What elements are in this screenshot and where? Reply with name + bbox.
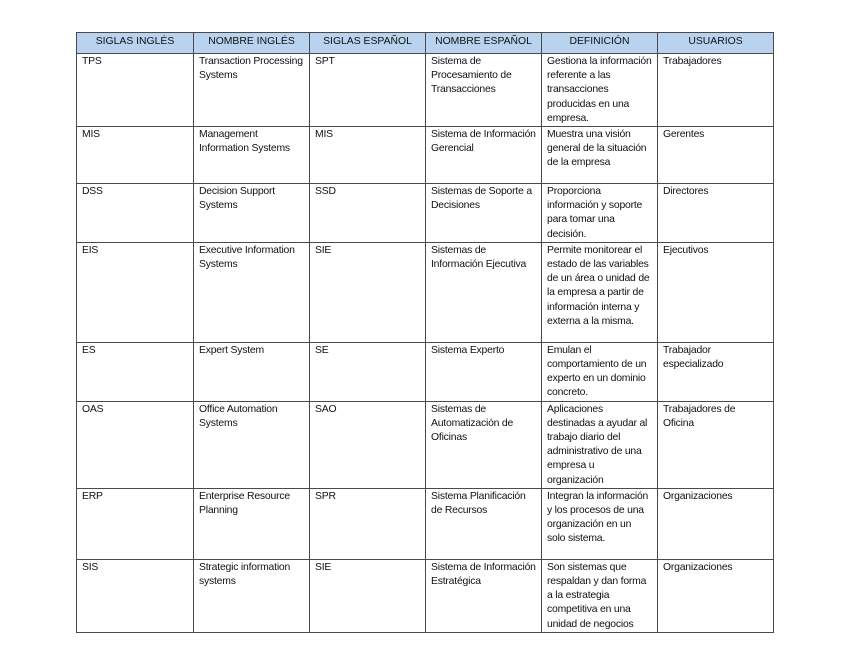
cell-nombre-ingles: Management Information Systems [194,127,310,184]
cell-nombre-ingles: Executive Information Systems [194,242,310,342]
cell-siglas-ingles: ES [77,342,194,401]
cell-nombre-espanol: Sistema Planificación de Recursos [426,488,542,559]
cell-usuarios: Gerentes [658,127,774,184]
cell-nombre-ingles: Expert System [194,342,310,401]
table-row [77,54,774,127]
cell-siglas-ingles: EIS [77,242,194,342]
header-siglas-espanol: SIGLAS ESPAÑOL [310,33,426,54]
cell-siglas-espanol: SE [310,342,426,401]
cell-siglas-ingles: TPS [77,54,194,127]
cell-siglas-espanol: SPR [310,488,426,559]
cell-definicion: Integran la información y los procesos de una organización en un solo sistema. [542,488,658,559]
cell-siglas-ingles: MIS [77,127,194,184]
cell-nombre-espanol: Sistemas de Soporte a Decisiones [426,184,542,243]
cell-nombre-espanol: Sistema de Información Gerencial [426,127,542,184]
cell-definicion: Permite monitorear el estado de las variables de un área o unidad de la empresa a partir de información interna y externa a la misma. [542,242,658,342]
information-systems-table [76,32,774,633]
table-row [77,342,774,401]
header-nombre-espanol: NOMBRE ESPAÑOL [426,33,542,54]
cell-nombre-ingles: Decision Support Systems [194,184,310,243]
cell-nombre-ingles: Strategic information systems [194,559,310,632]
cell-usuarios: Trabajadores [658,54,774,127]
cell-nombre-ingles: Enterprise Resource Planning [194,488,310,559]
cell-siglas-espanol: SAO [310,401,426,488]
header-siglas-ingles: SIGLAS INGLÉS [77,33,194,54]
table-row [77,401,774,488]
cell-nombre-espanol: Sistema de Información Estratégica [426,559,542,632]
cell-siglas-espanol: SIE [310,242,426,342]
cell-usuarios: Trabajadores de Oficina [658,401,774,488]
cell-nombre-espanol: Sistema Experto [426,342,542,401]
header-nombre-ingles: NOMBRE INGLÉS [194,33,310,54]
table-row [77,488,774,559]
cell-definicion: Son sistemas que respaldan y dan forma a la estrategia competitiva en una unidad de negocios [542,559,658,632]
cell-usuarios: Organizaciones [658,559,774,632]
header-definicion: DEFINICIÓN [542,33,658,54]
cell-siglas-ingles: ERP [77,488,194,559]
cell-nombre-espanol: Sistemas de Información Ejecutiva [426,242,542,342]
table-row [77,127,774,184]
cell-nombre-espanol: Sistemas de Automatización de Oficinas [426,401,542,488]
cell-definicion: Gestiona la información referente a las transacciones producidas en una empresa. [542,54,658,127]
cell-siglas-ingles: DSS [77,184,194,243]
cell-nombre-ingles: Transaction Processing Systems [194,54,310,127]
cell-nombre-espanol: Sistema de Procesamiento de Transacciones [426,54,542,127]
cell-definicion: Muestra una visión general de la situación de la empresa [542,127,658,184]
cell-usuarios: Directores [658,184,774,243]
cell-definicion: Proporciona información y soporte para tomar una decisión. [542,184,658,243]
cell-siglas-espanol: SPT [310,54,426,127]
table-row [77,559,774,632]
cell-siglas-espanol: MIS [310,127,426,184]
table-row [77,242,774,342]
table-row [77,184,774,243]
cell-usuarios: Organizaciones [658,488,774,559]
cell-definicion: Emulan el comportamiento de un experto en un dominio concreto. [542,342,658,401]
cell-usuarios: Ejecutivos [658,242,774,342]
cell-siglas-ingles: SIS [77,559,194,632]
header-row [77,33,774,54]
cell-definicion: Aplicaciones destinadas a ayudar al trabajo diario del administrativo de una empresa u organización [542,401,658,488]
header-usuarios: USUARIOS [658,33,774,54]
cell-siglas-espanol: SSD [310,184,426,243]
cell-nombre-ingles: Office Automation Systems [194,401,310,488]
cell-usuarios: Trabajador especializado [658,342,774,401]
cell-siglas-ingles: OAS [77,401,194,488]
cell-siglas-espanol: SIE [310,559,426,632]
